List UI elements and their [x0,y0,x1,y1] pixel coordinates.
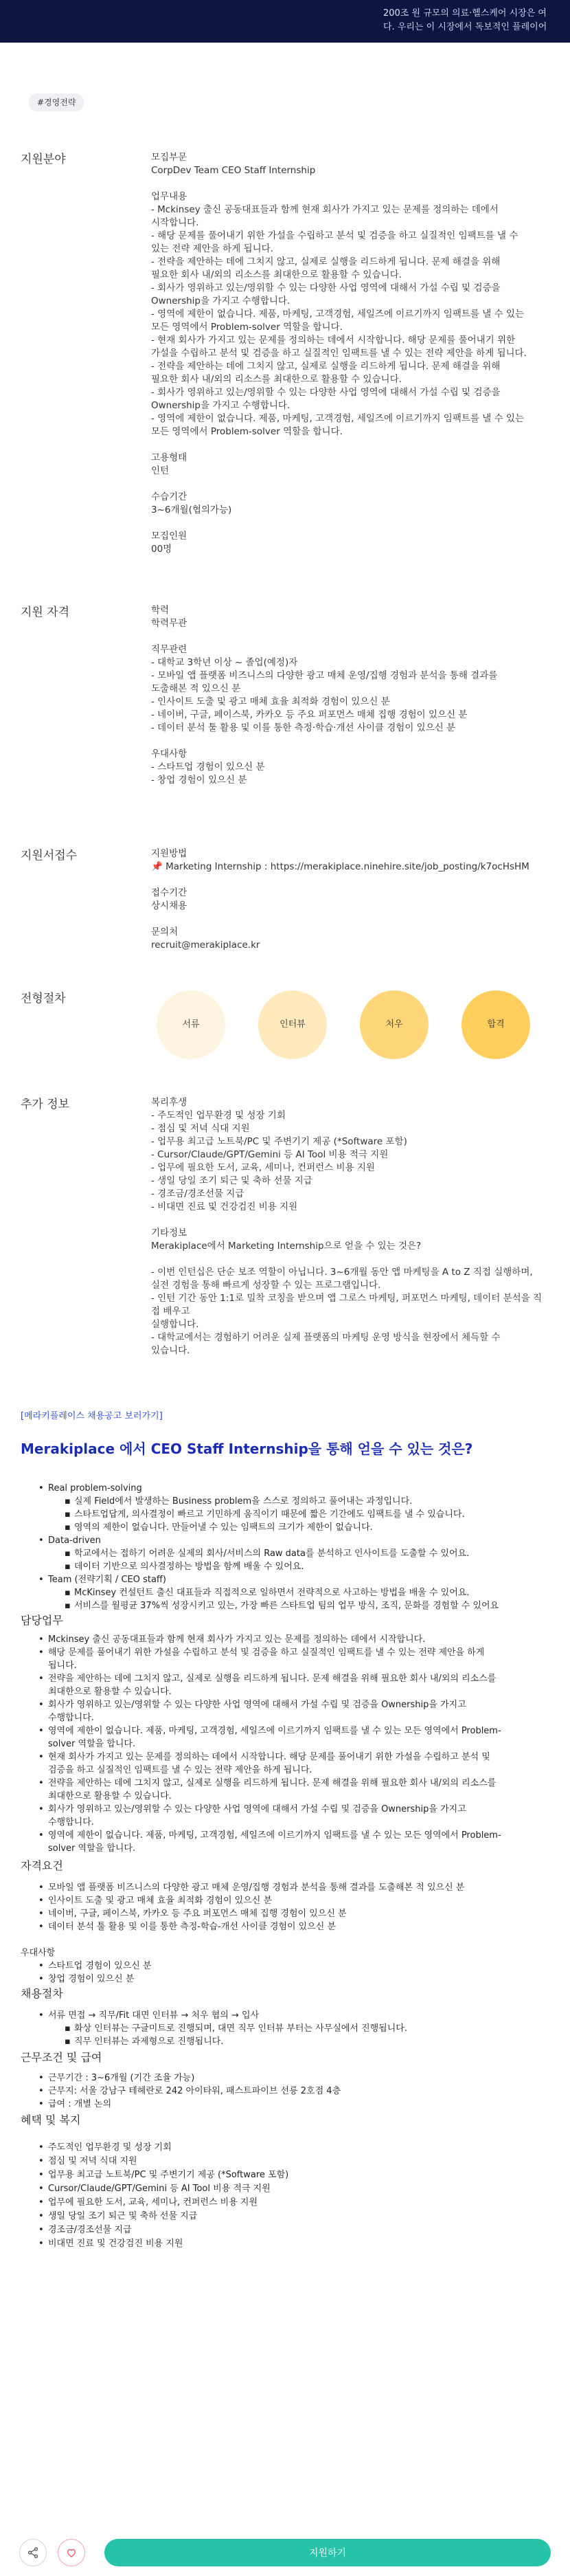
list-item: • 현재 회사가 가지고 있는 문제를 정의하는 데에서 시작합니다. 해당 문제를 풀어내기 위한 가설을 수립하고 분석 및 [21,1751,549,1764]
list-item: • Data-driven [21,1534,549,1547]
text-line: 00명 [151,544,172,555]
list-item: • 급여 : 개별 논의 [21,2098,549,2111]
text-line: - 전략을 제안하는 데에 그치지 않고, 실제로 실행을 리드하게 됩니다. 문제 해결을 위해 [151,361,501,372]
banner-line-1: 200조 원 규모의 의료·헬스케어 시장은 여 [383,8,547,19]
banner-text [383,7,570,34]
list-item: • 점심 및 저녁 식대 지원 [21,2155,549,2168]
section-label: 전형절차 [21,992,66,1006]
section-body [151,847,549,952]
text-line: 직무관련 [151,644,187,655]
process-step: 처우 [360,990,429,1059]
list-item: ▪ 직무 인터뷰는 과제형으로 진행됩니다. [21,2035,549,2048]
list-item: • 경조금/경조선물 지급 [21,2223,549,2237]
list-item: • 주도적인 업무환경 및 성장 기회 [21,2141,549,2155]
spacer [151,874,549,887]
section-extra [0,1096,570,1357]
text-line: 업무내용 [151,191,187,202]
list-item: 검증을 하고 실질적인 임팩트를 낼 수 있는 전략 제안을 하게 됩니다. [48,1765,312,1775]
list-item: 최대한으로 활용할 수 있습니다. [48,1687,172,1697]
text-line: 복리후생 [151,1097,187,1108]
list-item: ▪ 학교에서는 접하기 어려운 실제의 회사/서비스의 Raw data를 분석하고 인사이트를 도출할 수 있어요. [21,1547,549,1560]
spacer [151,735,549,748]
text-line: 고용형태 [151,452,187,463]
spacer [151,438,549,452]
list-item: 수행합니다. [48,1817,94,1828]
list-item: • 데이터 분석 툴 활용 및 이를 통한 측정-학습-개선 사이클 경험이 있으신 분 [21,1920,549,1933]
process-step: 인터뷰 [258,990,327,1059]
detail-body [0,1482,570,2251]
spacer [151,177,549,190]
list-item: solver 역할을 합니다. [48,1739,136,1749]
text-line: 학력 [151,605,170,616]
list-item: • 스타트업 경험이 있으신 분 [21,1959,549,1973]
list-item: • 해당 문제를 풀어내기 위한 가설을 수립하고 분석 및 검증을 하고 실질적인 임팩트를 낼 수 있는 전략 제안을 하게 [21,1646,549,1659]
list-item: solver 역할을 합니다. [48,1843,136,1854]
section-qualification [0,604,570,787]
list-item: • 회사가 영위하고 있는/영위할 수 있는 다양한 사업 영역에 대해서 가설 수립 및 검증을 Ownership을 가지고 [21,1698,549,1711]
text-line: 있습니다. [151,1345,190,1356]
share-button[interactable] [19,2539,47,2566]
text-line: Ownership을 가지고 수행합니다. [151,400,290,411]
section-label: 추가 정보 [21,1098,70,1111]
section-body [151,1096,549,1357]
text-line: 지원방법 [151,848,187,859]
section-label: 지원분야 [21,153,66,166]
text-line: - 회사가 영위하고 있는/영위할 수 있는 다양한 사업 영역에 대해서 가설 수립 및 검증을 [151,387,501,398]
text-line: 📌 Marketing Internship : https://merakiplace.ninehire.site/job_posting/k7ocHsHM [151,861,529,872]
section-label: 지원서접수 [21,849,78,863]
text-line: 상시채용 [151,900,187,911]
section-body [151,151,549,556]
text-line: - 해당 문제를 풀어내기 위한 가설을 수립하고 분석 및 검증을 하고 실질적인 임팩트를 낼 수 [151,230,518,241]
text-line: 인턴 [151,465,170,476]
text-line: - 대학교에서는 경험하기 어려운 실제 플랫폼의 마케팅 운영 방식을 현장에서 체득할 수 [151,1332,501,1343]
list-item: ▪ 실제 Field에서 발생하는 Business problem을 스스로 정의하고 풀어내는 과정입니다. [21,1495,549,1508]
section-label: 지원 자격 [21,606,70,619]
list-item: • 모바일 앱 플랫폼 비즈니스의 다양한 광고 매체 운영/집행 경험과 분석을 통해 결과를 도출해본 적 있으신 분 [21,1881,549,1894]
spacer [151,913,549,926]
text-line: 가설을 수립하고 분석 및 검증을 하고 실질적인 임팩트를 낼 수 있는 전략 제안을 하게 됩니다. [151,348,527,359]
benefits-heading: 혜택 및 복지 [21,2113,81,2127]
list-item: 최대한으로 활용할 수 있습니다. [48,1791,172,1801]
apply-button[interactable]: 지원하기 [104,2539,551,2566]
quals-heading: 자격요건 [21,1859,63,1872]
text-line: 실행합니다. [151,1319,199,1330]
top-banner [0,0,570,43]
section-body [151,990,549,1059]
section-support-field [0,151,570,556]
text-line: - 네이버, 구글, 페이스북, 카카오 등 주요 퍼포먼스 매체 집행 경험이 있으신 분 [151,709,468,720]
list-item: • Cursor/Claude/GPT/Gemini 등 AI Tool 비용 적극 지원 [21,2182,549,2196]
list-item: ▪ 데이터 기반으로 의사결정하는 방법을 함께 배울 수 있어요. [21,1560,549,1573]
list-item: • Team (전략기획 / CEO staff) [21,1573,549,1586]
terms-list [21,2072,549,2111]
text-line: 수습기간 [151,491,187,502]
text-line: - 생일 당일 조기 퇴근 및 축하 선물 지급 [151,1175,312,1186]
list-item: 수행합니다. [48,1713,94,1723]
hiring-heading: 채용절차 [21,1987,63,2000]
list-item: ▪ 스타트업답게, 의사결정이 빠르고 기민하게 움직이기 때문에 짧은 기간에도 임팩트를 낼 수 있습니다. [21,1508,549,1521]
like-button[interactable] [58,2539,85,2566]
text-line: Ownership을 가지고 수행합니다. [151,296,290,307]
list-item: • Real problem-solving [21,1482,549,1495]
bottom-action-bar [0,2529,570,2576]
list-item: • 창업 경험이 있으신 분 [21,1973,549,1986]
list-item: • 회사가 영위하고 있는/영위할 수 있는 다양한 사업 영역에 대해서 가설 수립 및 검증을 Ownership을 가지고 [21,1803,549,1816]
text-line: - 주도적인 업무환경 및 성장 기회 [151,1110,286,1121]
text-line: 3~6개월(협의가능) [151,504,232,515]
text-line: - 데이터 분석 툴 활용 및 이를 통한 측정·학습·개선 사이클 경험이 있으신 분 [151,722,456,733]
job-posting-link-row [0,1410,570,1423]
section-process [0,990,570,1059]
text-line: - Mckinsey 출신 공동대표들과 함께 현재 회사가 가지고 있는 문제를 정의하는 데에서 [151,204,499,215]
list-item: ▪ 영역의 제한이 없습니다. 만들어낼 수 있는 임팩트의 크기가 제한이 없습니다. [21,1521,549,1534]
text-line: - 영역에 제한이 없습니다. 제품, 마케팅, 고객경험, 세일즈에 이르기까지 임팩트를 낼 수 있는 [151,309,525,320]
quals-list [21,1881,549,1933]
text-line: - 대학교 3학년 이상 ~ 졸업(예정)자 [151,657,298,668]
prefs-heading: 우대사항 [21,1948,56,1958]
heart-icon [65,2546,78,2559]
category-tag[interactable]: #경영전략 [29,93,84,111]
gains-list [21,1482,549,1612]
tag-row [0,43,570,111]
text-line: - 이번 인턴십은 단순 보조 역할이 아닙니다. 3~6개월 동안 앱 마케팅을 A to Z 직접 실행하며, [151,1267,533,1278]
job-posting-link[interactable]: [메라키플레이스 채용공고 보러가기] [21,1411,163,1421]
text-line: 모집인원 [151,531,187,542]
text-line: 있는 전략 제안을 하게 됩니다. [151,243,273,254]
list-item: ▪ McKinsey 컨설턴트 출신 대표들과 직접적으로 일하면서 전략적으로 사고하는 방법을 배울 수 있어요. [21,1586,549,1599]
text-line: 필요한 회사 내/외의 리소스를 최대한으로 활용할 수 있습니다. [151,269,402,280]
text-line: 필요한 회사 내/외의 리소스를 최대한으로 활용할 수 있습니다. [151,374,402,385]
text-line: - 전략을 제안하는 데에 그치지 않고, 실제로 실행을 리드하게 됩니다. 문제 해결을 위해 [151,256,501,267]
text-line: - 창업 경험이 있으신 분 [151,775,247,786]
section-application [0,847,570,952]
detail-title-row [0,1439,570,1458]
spacer [151,630,549,643]
text-line: 모집부문 [151,152,187,163]
process-steps [151,990,549,1059]
text-line: recruit@merakiplace.kr [151,940,260,951]
text-line: - 업무에 필요한 도서, 교육, 세미나, 컨퍼런스 비용 지원 [151,1162,375,1173]
text-line: 모든 영역에서 Problem-solver 역할을 합니다. [151,322,343,333]
text-line: CorpDev Team CEO Staff Internship [151,165,316,176]
list-item: • 전략을 제안하는 데에 그치지 않고, 실제로 실행을 리드하게 됩니다. 문제 해결을 위해 필요한 회사 내/외의 리소스를 [21,1777,549,1790]
list-item: • Mckinsey 출신 공동대표들과 함께 현재 회사가 가지고 있는 문제를 정의하는 데에서 시작합니다. [21,1633,549,1646]
text-line: 실전 경험을 통해 빠르게 성장할 수 있는 프로그램입니다. [151,1280,381,1291]
text-line: - 현재 회사가 가지고 있는 문제를 정의하는 데에서 시작합니다. 해당 문제를 풀어내기 위한 [151,335,516,346]
text-line: - 인턴 기간 동안 1:1로 밀착 코칭을 받으며 앱 그로스 마케팅, 퍼포먼스 마케팅, 데이터 분석을 직접 배우고 [151,1293,543,1317]
text-line: - 경조금/경조선물 지급 [151,1188,244,1199]
hiring-list [21,2009,549,2048]
section-body [151,604,549,787]
duties-heading: 담당업무 [21,1614,63,1627]
detail-title: Merakiplace 에서 CEO Staff Internship을 통해 얻을 수 있는 것은? [21,1441,473,1457]
list-item: ▪ 서비스를 월평균 37%씩 성장시키고 있는, 가장 빠른 스타트업 팀의 업무 방식, 조직, 문화를 경험할 수 있어요 [21,1599,549,1612]
text-line: 문의처 [151,926,179,937]
spacer [151,1253,549,1266]
list-item: ▪ 화상 인터뷰는 구글미트로 진행되며, 대면 직무 인터뷰 부터는 사무실에서 진행됩니다. [21,2022,549,2035]
text-line: 기타정보 [151,1228,187,1239]
spacer [151,517,549,530]
list-item: • 서류 면접 → 직무/Fit 대면 인터뷰 → 처우 협의 → 입사 [21,2009,549,2022]
banner-line-2: 다. 우리는 이 시장에서 독보적인 플레이어 [383,22,547,32]
list-item: • 영역에 제한이 없습니다. 제품, 마케팅, 고객경험, 세일즈에 이르기까지 임팩트를 낼 수 있는 모든 영역에서 Problem- [21,1724,549,1737]
process-step: 서류 [157,990,225,1059]
text-line: 학력무관 [151,618,187,629]
text-line: - 비대면 진료 및 건강검진 비용 지원 [151,1201,298,1212]
list-item: 됩니다. [48,1661,77,1671]
duties-list [21,1633,549,1855]
text-line: 도출해본 적 있으신 분 [151,683,241,694]
text-line: - 모바일 앱 플랫폼 비즈니스의 다양한 광고 매체 운영/집행 경험과 분석을 통해 결과를 [151,670,498,681]
list-item: • 업무용 최고급 노트북/PC 및 주변기기 제공 (*Software 포함) [21,2168,549,2182]
list-item: • 네이버, 구글, 페이스북, 카카오 등 주요 퍼포먼스 매체 집행 경험이 있으신 분 [21,1907,549,1920]
text-line: 우대사항 [151,748,187,759]
list-item: • 전략을 제안하는 데에 그치지 않고, 실제로 실행을 리드하게 됩니다. 문제 해결을 위해 필요한 회사 내/외의 리소스를 [21,1672,549,1685]
text-line: Merakiplace에서 Marketing Internship으로 얻을 수 있는 것은? [151,1241,422,1252]
text-line: 시작합니다. [151,217,199,228]
text-line: - Cursor/Claude/GPT/Gemini 등 AI Tool 비용 적극 지원 [151,1149,389,1160]
list-item: • 근무기간 : 3~6개월 (기간 조율 가능) [21,2072,549,2085]
text-line: - 영역에 제한이 없습니다. 제품, 마케팅, 고객경험, 세일즈에 이르기까지 임팩트를 낼 수 있는 [151,413,525,424]
text-line: - 점심 및 저녁 식대 지원 [151,1123,250,1134]
text-line: - 인사이트 도출 및 광고 매체 효율 최적화 경험이 있으신 분 [151,696,390,707]
text-line: 모든 영역에서 Problem-solver 역할을 합니다. [151,426,343,437]
text-line: 접수기간 [151,887,187,898]
text-line: - 스타트업 경험이 있으신 분 [151,762,265,773]
process-step: 합격 [461,990,530,1059]
list-item: • 영역에 제한이 없습니다. 제품, 마케팅, 고객경험, 세일즈에 이르기까지 임팩트를 낼 수 있는 모든 영역에서 Problem- [21,1829,549,1842]
list-item: • 업무에 필요한 도서, 교육, 세미나, 컨퍼런스 비용 지원 [21,2196,549,2210]
text-line: - 업무용 최고급 노트북/PC 및 주변기기 제공 (*Software 포함) [151,1136,407,1147]
share-icon [27,2546,39,2559]
spacer [151,478,549,491]
list-item: • 비대면 진료 및 건강검진 비용 지원 [21,2237,549,2251]
list-item: • 인사이트 도출 및 광고 매체 효율 최적화 경험이 있으신 분 [21,1894,549,1907]
list-item: • 생일 당일 조기 퇴근 및 축하 선물 지급 [21,2210,549,2223]
terms-heading: 근무조건 및 급여 [21,2051,102,2064]
text-line: - 회사가 영위하고 있는/영위할 수 있는 다양한 사업 영역에 대해서 가설 수립 및 검증을 [151,282,501,293]
prefs-list [21,1959,549,1986]
spacer [151,1214,549,1227]
benefits-list [21,2141,549,2251]
list-item: • 근무지: 서울 강남구 테헤란로 242 아이타워, 패스트파이브 선릉 2호점 4층 [21,2085,549,2098]
